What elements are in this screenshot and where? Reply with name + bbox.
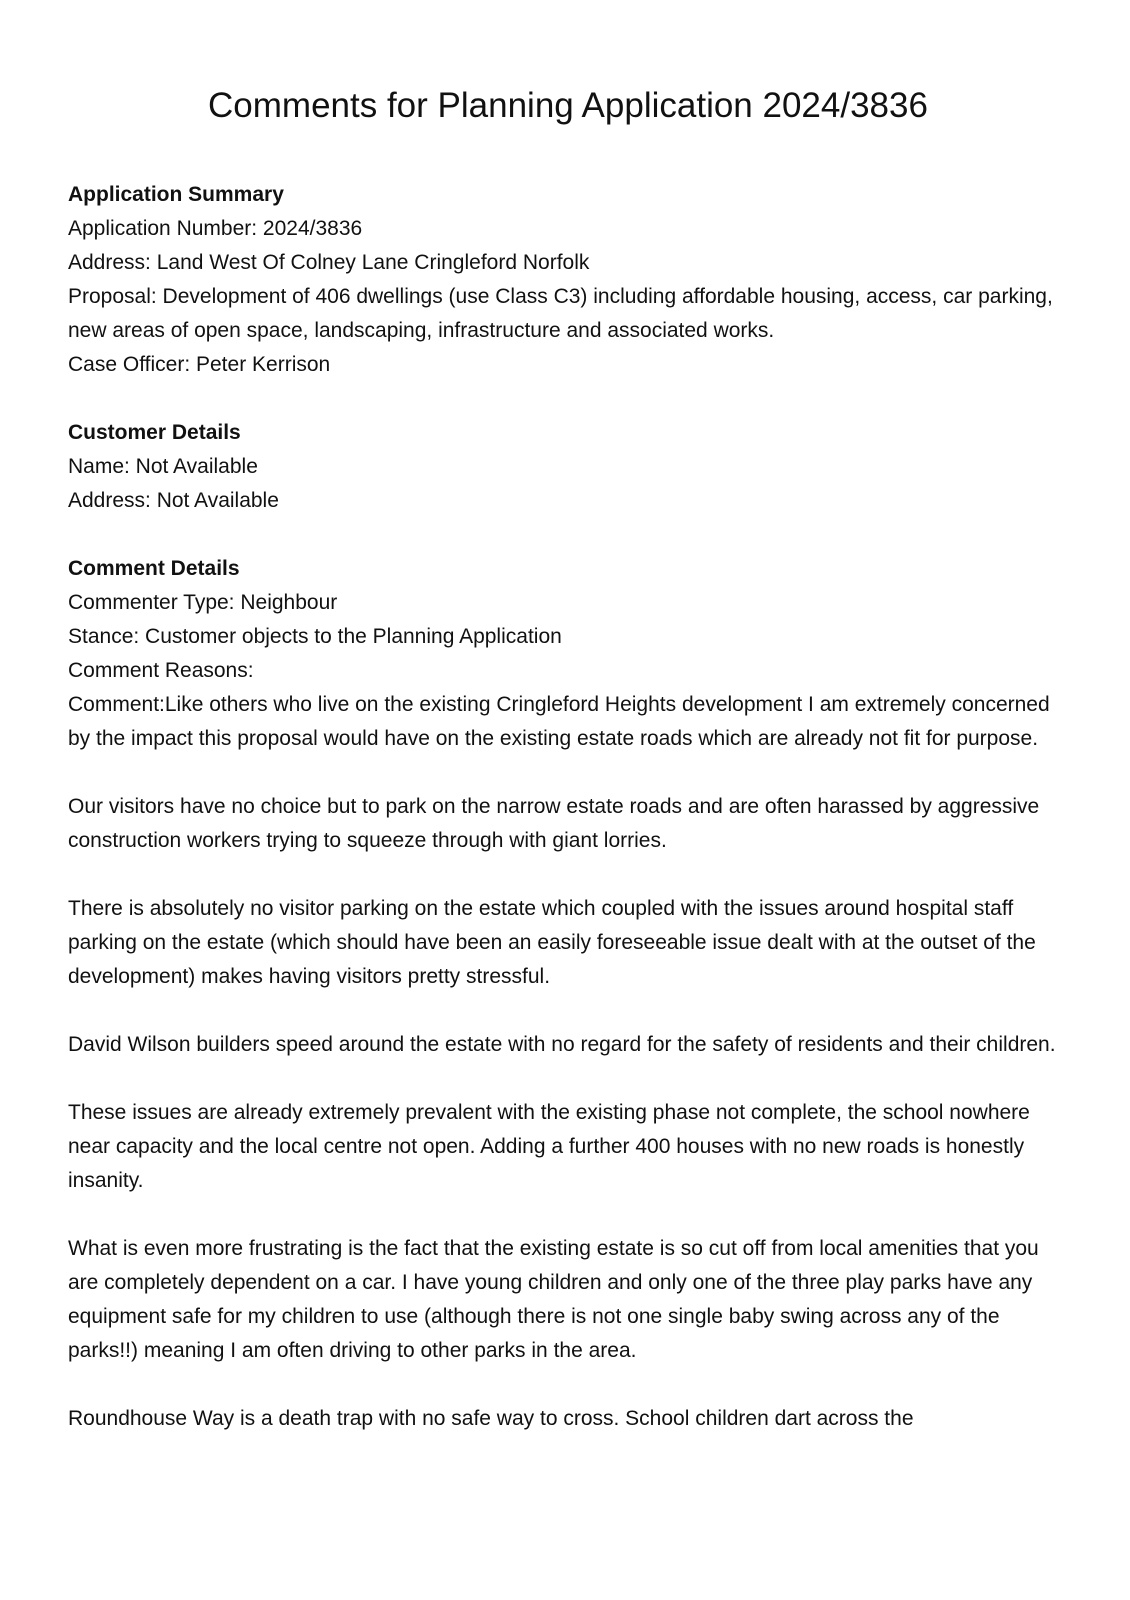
comment-paragraph: David Wilson builders speed around the estate with no regard for the safety of residents and their children. bbox=[68, 1033, 1056, 1056]
comment-paragraph: Comment:Like others who live on the existing Cringleford Heights development I am extremely concerned by the impact this proposal would have on the existing estate roads which are already not fit for purpose. bbox=[68, 693, 1050, 750]
paragraph-spacer bbox=[68, 1198, 1068, 1232]
comment-details-heading: Comment Details bbox=[68, 557, 240, 580]
application-address: Address: Land West Of Colney Lane Cringleford Norfolk bbox=[68, 251, 590, 274]
document-body bbox=[68, 178, 1068, 1436]
section-spacer bbox=[68, 518, 1068, 552]
page-title: Comments for Planning Application 2024/3836 bbox=[208, 86, 928, 125]
case-officer: Case Officer: Peter Kerrison bbox=[68, 353, 331, 376]
paragraph-spacer bbox=[68, 994, 1068, 1028]
comment-stance: Stance: Customer objects to the Planning Application bbox=[68, 625, 562, 648]
paragraph-spacer bbox=[68, 1368, 1068, 1402]
comment-paragraph: Our visitors have no choice but to park on the narrow estate roads and are often harassed by aggressive construction workers trying to squeeze through with giant lorries. bbox=[68, 795, 1040, 852]
application-number: Application Number: 2024/3836 bbox=[68, 217, 363, 240]
paragraph-spacer bbox=[68, 1062, 1068, 1096]
application-summary-section bbox=[68, 178, 1068, 382]
comment-reasons: Comment Reasons: bbox=[68, 659, 254, 682]
customer-details-section bbox=[68, 416, 1068, 518]
application-summary-heading: Application Summary bbox=[68, 183, 284, 206]
paragraph-spacer bbox=[68, 858, 1068, 892]
application-proposal: Proposal: Development of 406 dwellings (use Class C3) including affordable housing, access, car parking, new areas of open space, landscaping, infrastructure and associated works. bbox=[68, 285, 1053, 342]
customer-details-heading: Customer Details bbox=[68, 421, 241, 444]
comment-paragraph: What is even more frustrating is the fact that the existing estate is so cut off from local amenities that you are completely dependent on a car. I have young children and only one of the three play parks have any equipment safe for my children to use (although there is not one single baby swing across any of the parks!!) meaning I am often driving to other parks in the area. bbox=[68, 1237, 1039, 1362]
customer-address: Address: Not Available bbox=[68, 489, 279, 512]
paragraph-spacer bbox=[68, 756, 1068, 790]
comment-paragraph: There is absolutely no visitor parking on the estate which coupled with the issues around hospital staff parking on the estate (which should have been an easily foreseeable issue dealt with at the outset of the development) makes having visitors pretty stressful. bbox=[68, 897, 1036, 988]
comment-paragraph: These issues are already extremely prevalent with the existing phase not complete, the school nowhere near capacity and the local centre not open. Adding a further 400 houses with no new roads is honestly insanity. bbox=[68, 1101, 1030, 1192]
customer-name: Name: Not Available bbox=[68, 455, 258, 478]
commenter-type: Commenter Type: Neighbour bbox=[68, 591, 338, 614]
comment-paragraph: Roundhouse Way is a death trap with no safe way to cross. School children dart across the bbox=[68, 1407, 914, 1430]
section-spacer bbox=[68, 382, 1068, 416]
comment-details-section bbox=[68, 552, 1068, 1436]
